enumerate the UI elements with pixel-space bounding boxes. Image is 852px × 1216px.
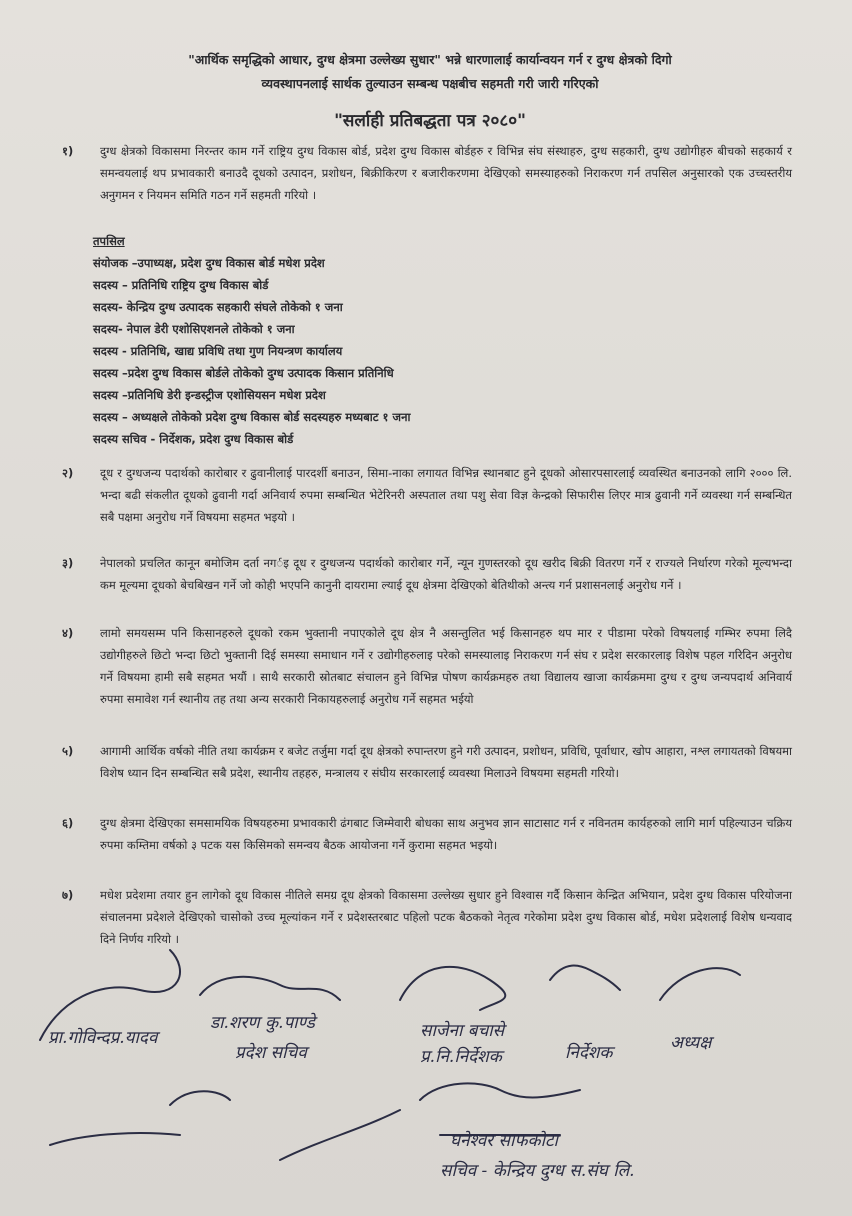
signature: प्रदेश सचिव [235,1043,307,1063]
point-number: ५) [62,744,74,758]
point-6 [62,812,792,856]
signature: प्र.नि.निर्देशक [420,1047,502,1067]
signature: सचिव - केन्द्रिय दुग्ध स.संघ लि. [440,1161,635,1181]
point-text: दुग्ध क्षेत्रको विकासमा निरन्तर काम गर्ने राष्ट्रिय दुग्ध विकास बोर्ड, प्रदेश दुग्ध विकास बोर्डहरु र विभिन्न संघ संस्थाहरु, दुग्ध सहकारी, दुग्ध उद्योगीहरु बीचको सहकार्य र समन्वयलाई थप प्रभावकारी बनाउदै दूधको उत्पादन, प्रशोधन, बिक्रीकिरण र बजारीकरणमा देखिएको समस्याहरुको निराकरण गर्न तपसिल अनुसारको एक उच्चस्तरीय अनुगमन र नियमन समिति गठन गर्ने सहमती गरियो । [100,144,792,202]
committee-member: सदस्य सचिव - निर्देशक, प्रदेश दुग्ध विकास बोर्ड [93,432,294,446]
point-text: नेपालको प्रचलित कानून बमोजिम दर्ता नगर्इ दूध र दुग्धजन्य पदार्थको कारोबार गर्ने, न्यून गुणस्तरको दूध खरीद बिक्री वितरण गर्ने र राज्यले निर्धारण गरेको मूल्यभन्दा कम मूल्यमा दूधको बेचबिखन गर्ने जो कोही भएपनि कानुनी दायरामा ल्याई दूध क्षेत्रमा देखिएको बेतिथीको अन्त्य गर्न प्रशासनलाई अनुरोध गर्ने । [100,556,792,592]
signature: डा.शरण कु.पाण्डे [210,1013,315,1033]
signature: निर्देशक [565,1043,613,1063]
point-text: दुग्ध क्षेत्रमा देखिएका समसामयिक विषयहरुमा प्रभावकारी ढंगबाट जिम्मेवारी बोधका साथ अनुभव ज्ञान साटासाट गर्न र नविनतम कार्यहरुको लागि मार्ग पहिल्याउन चक्रिय रुपमा कम्तिमा वर्षको ३ पटक यस किसिमको समन्वय बैठक आयोजना गर्ने कुरामा सहमत भइयो। [100,816,792,852]
point-3 [62,552,792,596]
signature: प्रा.गोविन्दप्र.यादव [48,1028,158,1048]
signature: घनेश्वर साफकोटा [450,1131,558,1151]
point-number: ७) [62,888,74,902]
committee-member: सदस्य - प्रतिनिधि, खाद्य प्रविधि तथा गुण नियन्त्रण कार्यालय [93,344,343,358]
point-number: १) [62,144,74,158]
point-number: ६) [62,816,74,830]
point-number: २) [62,466,74,480]
committee-member: सदस्य- नेपाल डेरी एशोसिएशनले तोकेको १ जना [93,322,295,336]
point-5 [62,740,792,784]
point-2 [62,462,792,528]
point-text: मधेश प्रदेशमा तयार हुन लागेको दूध विकास नीतिले समग्र दूध क्षेत्रको विकासमा उल्लेख्य सुधार हुने विश्वास गर्दै किसान केन्द्रित अभियान, प्रदेश दुग्ध विकास परियोजना संचालनमा प्रदेशले देखिएको चासोको उच्च मूल्यांकन गर्ने र प्रदेशस्तरबाट पहिलो पटक बैठकको नेतृत्व गरेकोमा प्रदेश दुग्ध विकास बोर्ड, मधेश प्रदेशलाई विशेष धन्यवाद दिने निर्णय गरियो । [100,888,792,946]
point-1 [62,140,792,206]
signature: अध्यक्ष [670,1033,712,1053]
committee-member: सदस्य- केन्द्रिय दुग्ध उत्पादक सहकारी संघले तोकेको १ जना [93,300,343,314]
point-text: दूध र दुग्धजन्य पदार्थको कारोबार र ढुवानीलाई पारदर्शी बनाउन, सिमा-नाका लगायत विभिन्न स्थानबाट हुने दूधको ओसारपसारलाई व्यवस्थित बनाउनको लागि २००० लि. भन्दा बढी संकलीत दूधको ढुवानी गर्दा अनिवार्य रुपमा सम्बन्धित भेटेरिनरी अस्पताल तथा पशु सेवा विज्ञ केन्द्रको सिफारीस लिएर मात्र ढुवानी गर्ने व्यवस्था गर्न सम्बन्धित सबै पक्षमा अनुरोध गर्ने विषयमा सहमत भइयो । [100,466,792,524]
committee-list [93,230,693,450]
point-text: लामो समयसम्म पनि किसानहरुले दूधको रकम भुक्तानी नपाएकोले दूध क्षेत्र नै असन्तुलित भई किसानहरु थप मार र पीडामा परेको विषयलाई गम्भिर रुपमा लिदै उद्योगीहरुले छिटो भन्दा छिटो भुक्तानी दिई समस्या समाधान गर्ने र उद्योगीहरुलाइ परेको समस्यालाइ निराकरण गर्न संघ र प्रदेश सरकारलाइ विशेष पहल गरिदिन अनुरोध गर्ने विषयमा हामी सबै सहमत भयौं । साथै सरकारी स्रोतबाट संचालन हुने विभिन्न पोषण कार्यक्रमहरु तथा विद्यालय खाजा कार्यक्रममा दुग्ध र दुग्ध जन्यपदार्थ अनिवार्य रुपमा समावेश गर्न स्थानीय तह तथा अन्य सरकारी निकायहरुलाई अनुरोध गर्ने सहमत भईयो [100,626,792,706]
signature: साजेना बचासे [420,1021,505,1041]
committee-member: सदस्य –प्रदेश दुग्ध विकास बोर्डले तोकेको दुग्ध उत्पादक किसान प्रतिनिधि [93,366,394,380]
signature-scribbles [20,940,820,1210]
committee-member: संयोजक –उपाध्यक्ष, प्रदेश दुग्ध विकास बोर्ड मधेश प्रदेश [93,256,325,270]
point-number: ४) [62,626,74,640]
header-line-1: "आर्थिक समृद्धिको आधार, दुग्ध क्षेत्रमा उल्लेख्य सुधार" भन्ने धारणालाई कार्यान्वयन गर्न र दुग्ध क्षेत्रको दिगो [188,52,672,67]
committee-member: सदस्य –प्रतिनिधि डेरी इन्डस्ट्रीज एशोसियसन मधेश प्रदेश [93,388,326,402]
point-number: ३) [62,556,74,570]
signatures-area [20,940,820,1210]
header-line-2: व्यवस्थापनलाई सार्थक तुल्याउन सम्बन्ध पक्षबीच सहमती गरी जारी गरिएको [261,76,599,91]
point-4 [62,622,792,710]
document-title: "सर्लाही प्रतिबद्धता पत्र २०८०" [334,111,526,131]
committee-member: सदस्य – प्रतिनिधि राष्ट्रिय दुग्ध विकास बोर्ड [93,278,269,292]
committee-heading: तपसिल [93,234,125,248]
committee-member: सदस्य – अध्यक्षले तोकेको प्रदेश दुग्ध विकास बोर्ड सदस्यहरु मध्यबाट १ जना [93,410,411,424]
point-text: आगामी आर्थिक वर्षको नीति तथा कार्यक्रम र बजेट तर्जुमा गर्दा दूध क्षेत्रको रुपान्तरण हुने गरी उत्पादन, प्रशोधन, प्रविधि, पूर्वाधार, खोप आहारा, नश्ल लगायतको विषयमा विशेष ध्यान दिन सम्बन्धित सबै प्रदेश, स्थानीय तहहरु, मन्त्रालय र संघीय सरकारलाई व्यवस्था मिलाउने विषयमा सहमती गरियो। [100,744,792,780]
